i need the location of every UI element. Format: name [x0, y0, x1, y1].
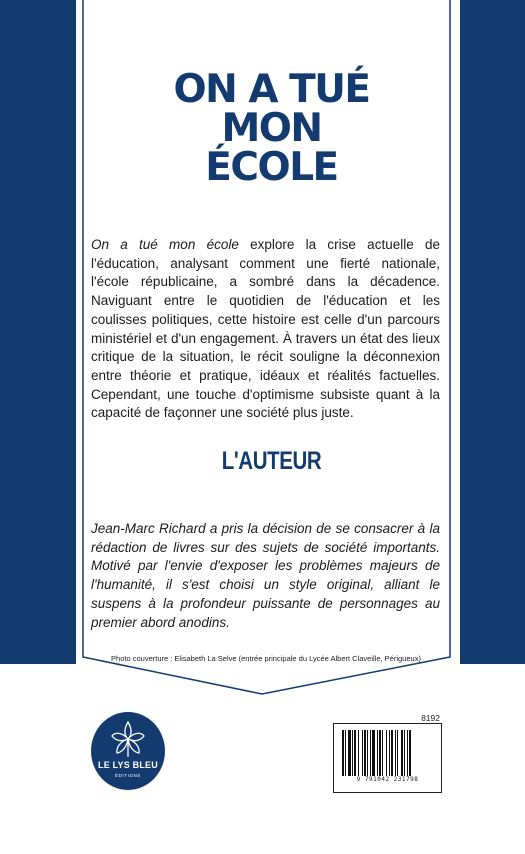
product-code: 8192: [421, 713, 440, 723]
lily-flower-icon: [110, 720, 146, 758]
author-heading: L'AUTEUR: [221, 447, 322, 475]
isbn-digits: 9 791042 231798: [356, 776, 419, 783]
book-description: [91, 236, 440, 423]
description-title-italic: On a tué mon école: [91, 237, 239, 252]
barcode-bars: [342, 730, 434, 776]
publisher-name: LE LYS BLEU: [98, 760, 158, 770]
title-line-3: ÉCOLE: [205, 145, 338, 190]
title-line-2: MON: [221, 106, 322, 151]
barcode: [333, 723, 442, 793]
publisher-sub: ÉDITIONS: [114, 773, 142, 778]
description-text: explore la crise actuelle de l'éducation, analysant comment une fierté nationale, l'école républicaine, a sombré dans la décadence. Naviguant entre le quotidien de l'éducation et les coulisses politiques, cette histoire est celle d'un parcours ministériel et d'un engagement. À travers un état des lieux critique de la situation, le récit souligne la déconnexion entre théorie et pratique, idéaux et réalités factuelles. Cependant, une touche d'optimisme subsiste quant à la capacité de façonner une société plus juste.: [91, 237, 440, 421]
publisher-logo: [91, 712, 165, 790]
photo-credit: Photo couverture : Elisabeth La Selve (entrée principale du Lycée Albert Claveille, Périgueux): [111, 654, 421, 663]
title-line-1: ON A TUÉ: [173, 67, 370, 112]
book-title: [84, 67, 459, 190]
author-bio: Jean-Marc Richard a pris la décision de se consacrer à la rédaction de livres sur des sujets de société importants. Motivé par l'envie d'exposer les problèmes majeurs de l'humanité, il s'est choisi un style original, alliant le suspens à la profondeur puissante de personnages au premier abord anodins.: [91, 521, 440, 630]
